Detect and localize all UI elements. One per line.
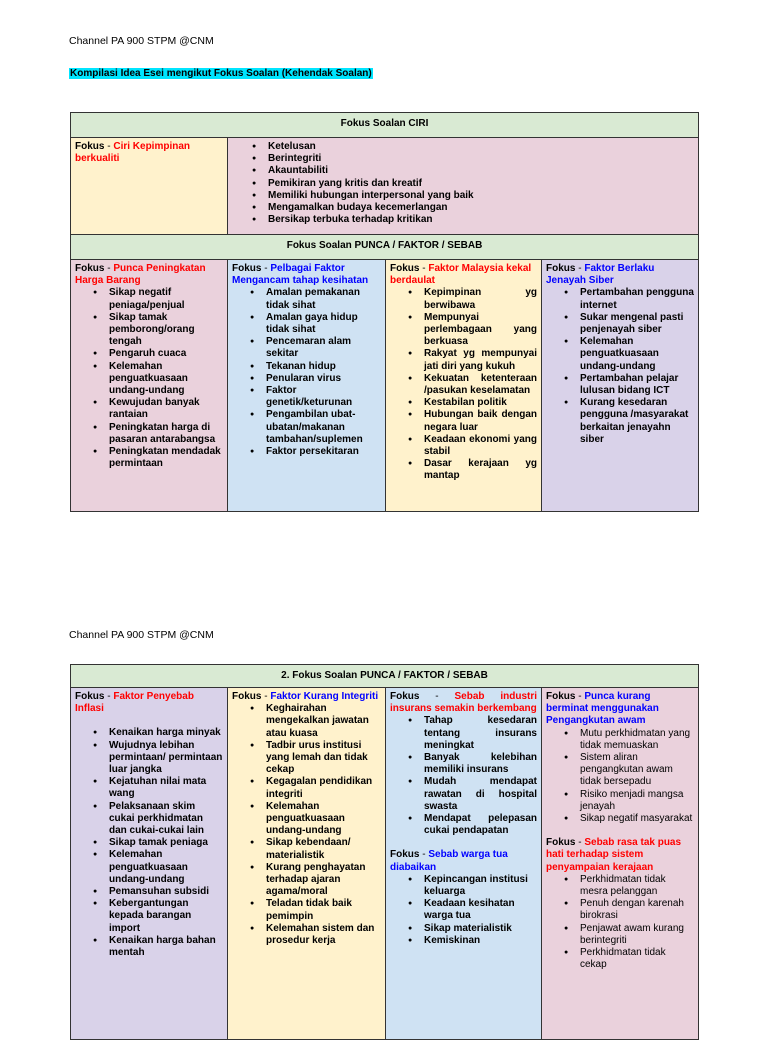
list-item: ● Kenaikan harga minyak xyxy=(109,727,223,739)
focus-cell-harga: Fokus - Punca Peningkatan Harga Barang ● Sikap negatif peniaga/penjual ● Sikap tamak pemborong/orang tengah ● Pengaruh cuaca ● Kelemahan penguatkuasaan undang-undang ● Kewujudan banyak rantaian ● Peningkatan harga di pasaran antarabangsa ● Peningkatan mendadak permintaan xyxy=(71,260,228,512)
list-item: ● Penularan virus xyxy=(266,373,381,385)
inflasi-list xyxy=(75,727,223,959)
table-title-punca: Fokus Soalan PUNCA / FAKTOR / SEBAB xyxy=(71,235,699,260)
list-item: ● Kegagalan pendidikan integriti xyxy=(266,776,381,800)
list-item: ● Pelaksanaan skim cukai perkhidmatan dan cukai-cukai lain xyxy=(109,801,223,838)
focus-cell-kesihatan: Fokus - Pelbagai Faktor Mengancam tahap kesihatan ● Amalan pemakanan tidak sihat ● Amalan gaya hidup tidak sihat ● Pencemaran alam sekitar ● Tekanan hidup ● Penularan virus ● Faktor genetik/keturunan ● Pengambilan ubat-ubatan/makanan tambahan/suplemen ● Faktor persekitaran xyxy=(228,260,386,512)
list-item: ● Penjawat awam kurang berintegriti xyxy=(580,923,694,947)
list-item: ● Pemansuhan subsidi xyxy=(109,886,223,898)
warga-tua-list xyxy=(390,874,537,947)
list-item: ● Perkhidmatan tidak cekap xyxy=(580,947,694,971)
focus-cell-inflasi: Fokus - Faktor Penyebab Inflasi ● Kenaikan harga minyak ● Wujudnya lebihan permintaan/ permintaan luar jangka ● Kejatuhan nilai mata wang ● Pelaksanaan skim cukai perkhidmatan dan cukai-cukai lain ● Sikap tamak peniaga ● Kelemahan penguatkuasaan undang-undang ● Pemansuhan subsidi ● Kebergantungan kepada barangan import ● Kenaikan harga bahan mentah xyxy=(71,688,228,1040)
list-item: ● Wujudnya lebihan permintaan/ permintaan luar jangka xyxy=(109,740,223,777)
list-item: ● Kemiskinan xyxy=(424,935,537,947)
focus-cell-integriti: Fokus - Faktor Kurang Integriti ● Keghairahan mengekalkan jawatan atau kuasa ● Tadbir urus institusi yang lemah dan tidak cekap ● Kegagalan pendidikan integriti ● Kelemahan penguatkuasaan undang-undang ● Sikap kebendaan/ materialistik ● Kurang penghayatan terhadap ajaran agama/moral ● Teladan tidak baik pemimpin ● Kelemahan sistem dan prosedur kerja xyxy=(228,688,386,1040)
list-item: ● Mengamalkan budaya kecemerlangan xyxy=(268,202,694,214)
siber-list xyxy=(546,287,694,446)
list-item: ● Mutu perkhidmatan yang tidak memuaskan xyxy=(580,728,694,752)
list-item: ● Akauntabiliti xyxy=(268,165,694,177)
list-item: ● Kewujudan banyak rantaian xyxy=(109,397,223,421)
list-item: ● Kenaikan harga bahan mentah xyxy=(109,935,223,959)
list-item: ● Kejatuhan nilai mata wang xyxy=(109,776,223,800)
list-item: ● Mempunyai perlembagaan yang berkuasa xyxy=(424,312,537,349)
list-item: ● Risiko menjadi mangsa jenayah xyxy=(580,789,694,813)
list-item: ● Kepincangan institusi keluarga xyxy=(424,874,537,898)
list-item: ● Sikap materialistik xyxy=(424,923,537,935)
list-item: ● Rakyat yg mempunyai jati diri yang kukuh xyxy=(424,348,537,372)
list-item: ● Kelemahan sistem dan prosedur kerja xyxy=(266,923,381,947)
ciri-list xyxy=(232,141,694,226)
list-item: ● Keadaan kesihatan warga tua xyxy=(424,898,537,922)
list-item: ● Pertambahan pengguna internet xyxy=(580,287,694,311)
list-item: ● Faktor persekitaran xyxy=(266,446,381,458)
list-item: ● Amalan gaya hidup tidak sihat xyxy=(266,312,381,336)
list-item: ● Keadaan ekonomi yang stabil xyxy=(424,434,537,458)
list-item: ● Pemikiran yang kritis dan kreatif xyxy=(268,178,694,190)
list-item: ● Banyak kelebihan memiliki insurans xyxy=(424,752,537,776)
document-subtitle: Kompilasi Idea Esei mengikut Fokus Soalan (Kehendak Soalan) xyxy=(70,68,372,79)
focus-cell-berdaulat: Fokus - Faktor Malaysia kekal berdaulat ● Kepimpinan yg berwibawa ● Mempunyai perlembagaan yang berkuasa ● Rakyat yg mempunyai jati diri yang kukuh ● Kekuatan ketenteraan /pasukan keselamatan ● Kestabilan politik ● Hubungan baik dengan negara luar ● Keadaan ekonomi yang stabil ● Dasar kerajaan yg mantap xyxy=(386,260,542,512)
berdaulat-list xyxy=(390,287,537,482)
list-item: ● Pertambahan pelajar lulusan bidang ICT xyxy=(580,373,694,397)
list-item: ● Teladan tidak baik pemimpin xyxy=(266,898,381,922)
penyampaian-list xyxy=(546,874,694,972)
focus-cell-pengangkutan: Fokus - Punca kurang berminat menggunakan Pengangkutan awam ● Mutu perkhidmatan yang tidak memuaskan ● Sistem aliran pengangkutan awam tidak bersepadu ● Risiko menjadi mangsa jenayah ● Sikap negatif masyarakat Fokus - Sebab rasa tak puas hati terhadap sistem penyampaian kerajaan ● Perkhidmatan tidak mesra pelanggan ● Penuh dengan karenah birokrasi ● Penjawat awam kurang berintegriti ● Perkhidmatan tidak cekap xyxy=(542,688,699,1040)
list-item: ● Peningkatan mendadak permintaan xyxy=(109,446,223,470)
list-item: ● Sikap negatif peniaga/penjual xyxy=(109,287,223,311)
focus-cell-ciri: Fokus - Ciri Kepimpinan berkualiti xyxy=(71,138,228,235)
focus-cell-siber: Fokus - Faktor Berlaku Jenayah Siber ● Pertambahan pengguna internet ● Sukar mengenal pasti penjenayah siber ● Kelemahan penguatkuasaan undang-undang ● Pertambahan pelajar lulusan bidang ICT ● Kurang kesedaran pengguna /masyarakat berkaitan jenayahn siber xyxy=(542,260,699,512)
list-item: ● Kepimpinan yg berwibawa xyxy=(424,287,537,311)
table-title-ciri: Fokus Soalan CIRI xyxy=(71,113,699,138)
list-item: ● Kelemahan penguatkuasaan undang-undang xyxy=(109,361,223,398)
list-item: ● Kelemahan penguatkuasaan undang-undang xyxy=(266,801,381,838)
list-item: ● Sistem aliran pengangkutan awam tidak bersepadu xyxy=(580,752,694,789)
list-item: ● Sikap negatif masyarakat xyxy=(580,813,694,825)
list-item: ● Amalan pemakanan tidak sihat xyxy=(266,287,381,311)
list-item: ● Sikap kebendaan/ materialistik xyxy=(266,837,381,861)
list-item: ● Sikap tamak pemborong/orang tengah xyxy=(109,312,223,349)
pengangkutan-list xyxy=(546,728,694,826)
list-item: ● Kurang kesedaran pengguna /masyarakat berkaitan jenayahn siber xyxy=(580,397,694,446)
table-fokus-1 xyxy=(70,112,699,512)
list-item: ● Kurang penghayatan terhadap ajaran agama/moral xyxy=(266,862,381,899)
list-item: ● Kebergantungan kepada barangan import xyxy=(109,898,223,935)
integriti-list xyxy=(232,703,381,947)
insurans-list xyxy=(390,715,537,837)
table-fokus-2 xyxy=(70,664,699,1040)
kesihatan-list xyxy=(232,287,381,458)
list-item: ● Kekuatan ketenteraan /pasukan keselamatan xyxy=(424,373,537,397)
list-item: ● Kelemahan penguatkuasaan undang-undang xyxy=(109,849,223,886)
list-item: ● Kestabilan politik xyxy=(424,397,537,409)
list-item: ● Bersikap terbuka terhadap kritikan xyxy=(268,214,694,226)
list-item: ● Faktor genetik/keturunan xyxy=(266,385,381,409)
list-item: ● Peningkatan harga di pasaran antarabangsa xyxy=(109,422,223,446)
list-item: ● Pengambilan ubat-ubatan/makanan tambahan/suplemen xyxy=(266,409,381,446)
list-item: ● Sukar mengenal pasti penjenayah siber xyxy=(580,312,694,336)
list-item: ● Tahap kesedaran tentang insurans meningkat xyxy=(424,715,537,752)
list-item: ● Tekanan hidup xyxy=(266,361,381,373)
list-item: ● Dasar kerajaan yg mantap xyxy=(424,458,537,482)
harga-list xyxy=(75,287,223,470)
list-item: ● Mudah mendapat rawatan di hospital swasta xyxy=(424,776,537,813)
list-item: ● Memiliki hubungan interpersonal yang baik xyxy=(268,190,694,202)
list-item: ● Kelemahan penguatkuasaan undang-undang xyxy=(580,336,694,373)
list-item: ● Pencemaran alam sekitar xyxy=(266,336,381,360)
list-item: ● Tadbir urus institusi yang lemah dan tidak cekap xyxy=(266,740,381,777)
focus-cell-insurans: Fokus - Sebab industri insurans semakin berkembang ● Tahap kesedaran tentang insurans meningkat ● Banyak kelebihan memiliki insurans ● Mudah mendapat rawatan di hospital swasta ● Mendapat pelepasan cukai pendapatan Fokus - Sebab warga tua diabaikan ● Kepincangan institusi keluarga ● Keadaan kesihatan warga tua ● Sikap materialistik ● Kemiskinan xyxy=(386,688,542,1040)
list-item: ● Mendapat pelepasan cukai pendapatan xyxy=(424,813,537,837)
list-item: ● Pengaruh cuaca xyxy=(109,348,223,360)
channel-header: Channel PA 900 STPM @CNM xyxy=(69,35,214,47)
list-item: ● Ketelusan xyxy=(268,141,694,153)
list-item: ● Hubungan baik dengan negara luar xyxy=(424,409,537,433)
list-item: ● Perkhidmatan tidak mesra pelanggan xyxy=(580,874,694,898)
list-item: ● Berintegriti xyxy=(268,153,694,165)
table-title-2: 2. Fokus Soalan PUNCA / FAKTOR / SEBAB xyxy=(71,665,699,688)
channel-header-2: Channel PA 900 STPM @CNM xyxy=(69,629,214,641)
list-item: ● Keghairahan mengekalkan jawatan atau kuasa xyxy=(266,703,381,740)
ciri-list-cell xyxy=(228,138,699,235)
list-item: ● Sikap tamak peniaga xyxy=(109,837,223,849)
list-item: ● Penuh dengan karenah birokrasi xyxy=(580,898,694,922)
